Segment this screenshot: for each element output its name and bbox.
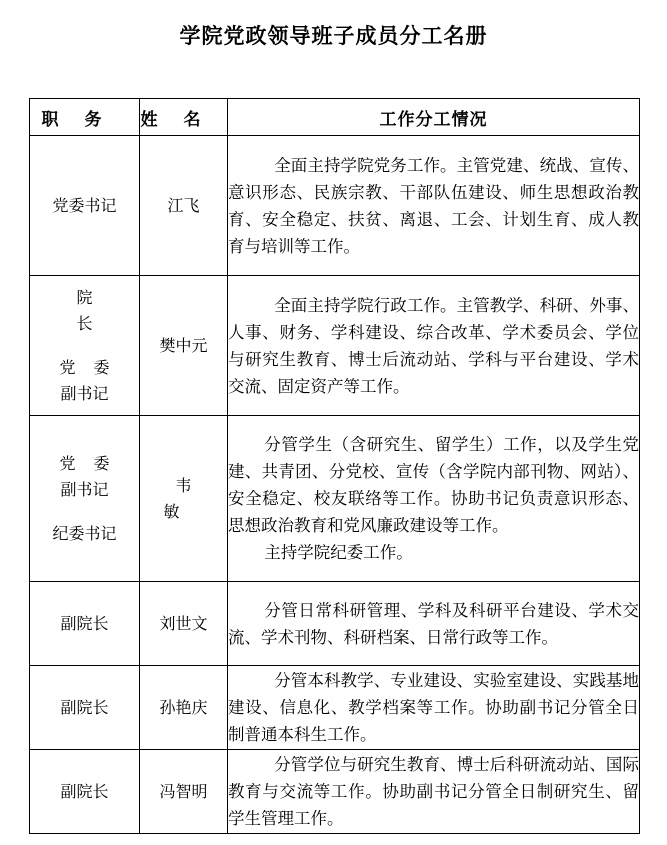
- role-cell: [30, 666, 140, 750]
- roster-table: [29, 98, 640, 834]
- duty-text: 全面主持学院行政工作。主管教学、科研、外事、人事、财务、学科建设、综合改革、学术委员会、学位与研究生教育、博士后流动站、学科与平台建设、学术交流、固定资产等工作。: [228, 295, 639, 396]
- role-text: 副书记: [60, 479, 109, 499]
- duty-text: 全面主持学院党务工作。主管党建、统战、宣传、意识形态、民族宗教、干部队伍建设、师生思想政治教育、安全稳定、扶贫、离退、工会、计划生育、成人教育与培训等工作。: [228, 155, 639, 256]
- role-text: 党委: [59, 357, 128, 377]
- duty-cell: [228, 416, 640, 582]
- name-cell: [140, 666, 228, 750]
- duty-text: 分管日常科研管理、学科及科研平台建设、学术交流、学术刊物、科研档案、日常行政等工作。: [228, 600, 639, 647]
- name-text: 韦敏: [163, 475, 216, 521]
- role-text: 党委: [59, 453, 128, 473]
- header-role: 职务: [30, 99, 140, 136]
- name-text: 冯智明: [159, 781, 208, 801]
- role-cell: [30, 416, 140, 582]
- name-cell: [140, 416, 228, 582]
- table-row: [30, 750, 640, 834]
- name-cell: [140, 276, 228, 416]
- name-cell: [140, 136, 228, 276]
- role-text: 副院长: [60, 613, 109, 633]
- name-text: 刘世文: [159, 613, 208, 633]
- duty-text: 主持学院纪委工作。: [264, 543, 413, 562]
- duty-text: 分管学生（含研究生、留学生）工作，以及学生党建、共青团、分党校、宣传（含学院内部刊物、网站）、安全稳定、校友联络等工作。协助书记负责意识形态、思想政治教育和党风廉政建设等工作。: [228, 435, 639, 535]
- duty-cell: [228, 582, 640, 666]
- table-row: [30, 276, 640, 416]
- name-text: 孙艳庆: [159, 697, 208, 717]
- role-text: 纪委书记: [52, 523, 117, 543]
- role-text: 副书记: [60, 383, 109, 403]
- name-text: 樊中元: [159, 335, 208, 355]
- role-cell: [30, 582, 140, 666]
- table-row: [30, 136, 640, 276]
- role-cell: [30, 276, 140, 416]
- table-header-row: [30, 99, 640, 136]
- header-name: 姓名: [140, 99, 228, 136]
- duty-cell: [228, 750, 640, 834]
- role-text: 党委书记: [52, 195, 117, 215]
- duty-text: 分管本科教学、专业建设、实验室建设、实践基地建设、信息化、教学档案等工作。协助副书记分管全日制普通本科生工作。: [228, 671, 639, 744]
- duty-cell: [228, 666, 640, 750]
- name-text: 江飞: [167, 195, 200, 215]
- table-row: [30, 582, 640, 666]
- name-cell: [140, 750, 228, 834]
- role-text: 副院长: [60, 781, 109, 801]
- role-text: 院长: [76, 287, 119, 333]
- table-row: [30, 416, 640, 582]
- role-cell: [30, 136, 140, 276]
- duty-cell: [228, 136, 640, 276]
- duty-cell: [228, 276, 640, 416]
- header-duty: 工作分工情况: [228, 99, 640, 136]
- role-text: 副院长: [60, 697, 109, 717]
- duty-text: 分管学位与研究生教育、博士后科研流动站、国际教育与交流等工作。协助副书记分管全日制研究生、留学生管理工作。: [228, 755, 639, 828]
- name-cell: [140, 582, 228, 666]
- role-cell: [30, 750, 140, 834]
- table-row: [30, 666, 640, 750]
- page-title: 学院党政领导班子成员分工名册: [179, 24, 488, 48]
